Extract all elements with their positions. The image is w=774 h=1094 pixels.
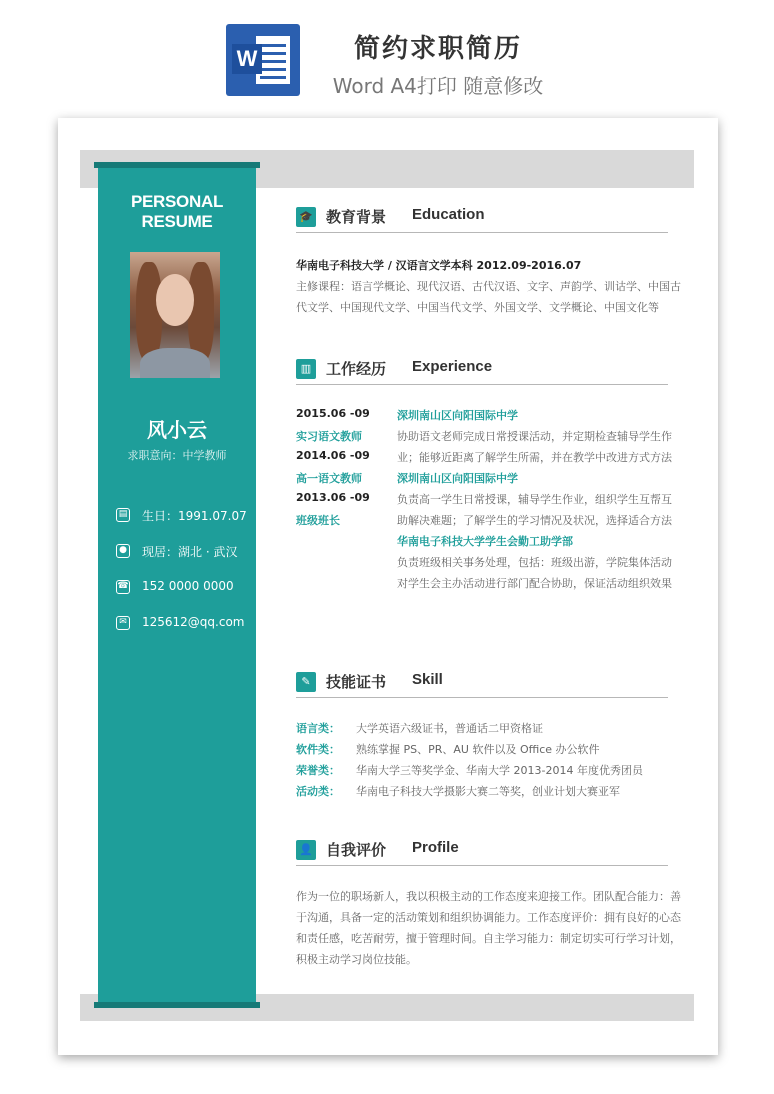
tag-icon: ✎ <box>296 672 316 692</box>
skill-label-3: 荣誉类： <box>296 764 340 777</box>
skill-label-2: 软件类： <box>296 743 340 756</box>
profile-line-1: 作为一位的职场新人，我以积极主动的工作态度来迎接工作。团队配合能力：善 <box>296 890 681 903</box>
skill-header <box>296 671 668 698</box>
word-letter: W <box>232 44 262 74</box>
skill-value-2: 熟练掌握 PS、PR、AU 软件以及 Office 办公软件 <box>356 743 600 756</box>
sidebar <box>98 166 256 1006</box>
education-courses-1: 主修课程：语言学概论、现代汉语、古代汉语、文字、声韵学、训诂学、中国古 <box>296 280 681 293</box>
exp-role-2: 高一语文教师 <box>296 472 362 485</box>
exp-date-3: 2013.06 -09 <box>296 491 370 504</box>
skill-value-4: 华南电子科技大学摄影大赛二等奖，创业计划大赛亚军 <box>356 785 620 798</box>
skill-label-1: 语言类： <box>296 722 340 735</box>
calendar-icon: ▤ <box>116 508 130 522</box>
avatar <box>130 252 220 378</box>
education-title-cn: 教育背景 <box>326 208 387 226</box>
exp-role-3: 班级班长 <box>296 514 340 527</box>
location-text: 现居：湖北 · 武汉 <box>142 545 238 559</box>
profile-title-cn: 自我评价 <box>326 841 387 859</box>
candidate-name: 风小云 <box>147 418 207 442</box>
email-text: 125612@qq.com <box>142 615 245 629</box>
profile-line-4: 积极主动学习岗位技能。 <box>296 953 417 966</box>
graduation-cap-icon: 🎓 <box>296 207 316 227</box>
chart-icon: ▥ <box>296 359 316 379</box>
profile-line-2: 于沟通，具备一定的活动策划和组织协调能力。工作态度评价：拥有良好的心态 <box>296 911 681 924</box>
education-courses-2: 代文学、中国现代文学、中国当代文学、外国文学、文学概论、中国文化等 <box>296 301 659 314</box>
phone-text: 152 0000 0000 <box>142 579 234 593</box>
sidebar-top-rod <box>94 162 260 168</box>
exp-desc-2a: 负责高一学生日常授课，辅导学生作业，组织学生互帮互 <box>397 493 672 506</box>
education-header <box>296 206 668 233</box>
experience-header <box>296 358 668 385</box>
location-icon: ● <box>116 544 130 558</box>
skill-value-1: 大学英语六级证书，普通话二甲资格证 <box>356 722 543 735</box>
exp-desc-1b: 业；能够近距离了解学生所需，并在教学中改进方式方法 <box>397 451 672 464</box>
job-intent: 求职意向：中学教师 <box>127 449 227 462</box>
exp-role-1: 实习语文教师 <box>296 430 362 443</box>
exp-date-2: 2014.06 -09 <box>296 449 370 462</box>
profile-line-3: 和责任感，吃苦耐劳，擅于管理时间。自主学习能力：制定切实可行学习计划， <box>296 932 681 945</box>
exp-org-1: 深圳南山区向阳国际中学 <box>397 409 518 422</box>
exp-org-2: 深圳南山区向阳国际中学 <box>397 472 518 485</box>
skill-label-4: 活动类： <box>296 785 340 798</box>
exp-desc-3b: 对学生会主办活动进行部门配合协助，保证活动组织效果 <box>397 577 672 590</box>
person-icon: 👤 <box>296 840 316 860</box>
skill-title-cn: 技能证书 <box>326 673 387 691</box>
exp-org-3: 华南电子科技大学学生会勤工助学部 <box>397 535 573 548</box>
exp-desc-2b: 助解决难题；了解学生的学习情况及状况，选择适合方法 <box>397 514 672 527</box>
exp-desc-3a: 负责班级相关事务处理，包括：班级出游，学院集体活动 <box>397 556 672 569</box>
phone-icon: ☎ <box>116 580 130 594</box>
email-icon: ✉ <box>116 616 130 630</box>
resume-paper <box>58 118 718 1055</box>
skill-value-3: 华南大学三等奖学金、华南大学 2013-2014 年度优秀团员 <box>356 764 643 777</box>
profile-header <box>296 839 668 866</box>
birthday-text: 生日：1991.07.07 <box>142 509 247 523</box>
experience-title-en: Experience <box>412 358 493 375</box>
education-title-en: Education <box>412 206 485 223</box>
page-title: 简约求职简历 <box>353 34 522 64</box>
experience-title-cn: 工作经历 <box>326 360 387 378</box>
education-school: 华南电子科技大学 / 汉语言文学本科 2012.09-2016.07 <box>296 259 582 272</box>
sidebar-title: PERSONAL RESUME <box>130 192 224 231</box>
profile-title-en: Profile <box>412 839 459 856</box>
exp-date-1: 2015.06 -09 <box>296 407 370 420</box>
exp-desc-1a: 协助语文老师完成日常授课活动，并定期检查辅导学生作 <box>397 430 672 443</box>
sidebar-bottom-rod <box>94 1002 260 1008</box>
word-logo-icon <box>226 24 300 96</box>
skill-title-en: Skill <box>412 671 443 688</box>
page-subtitle: Word A4打印 随意修改 <box>332 74 544 98</box>
